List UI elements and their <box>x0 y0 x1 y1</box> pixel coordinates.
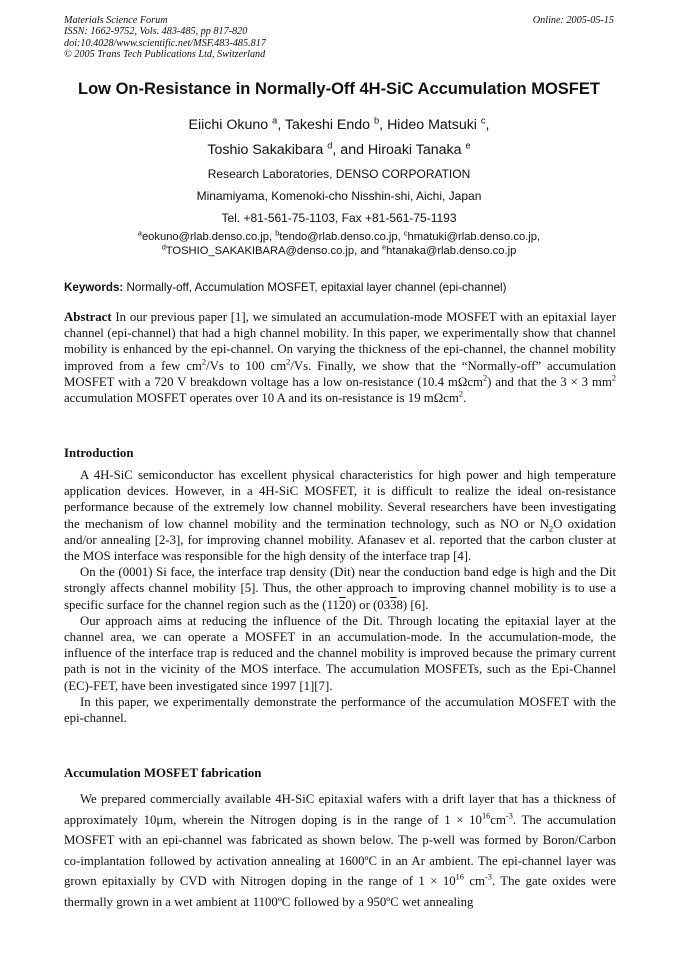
author-name: Takeshi Endo <box>284 117 371 133</box>
fabrication-heading: Accumulation MOSFET fabrication <box>64 766 262 780</box>
author-name: Eiichi Okuno <box>188 117 269 133</box>
fabrication-section <box>64 789 616 913</box>
email-link[interactable]: htanaka@rlab.denso.co.jp <box>386 245 517 257</box>
paragraph-text: cm <box>490 812 506 827</box>
overlined-index: 3 <box>390 597 397 612</box>
superscript: 2 <box>458 389 464 399</box>
paragraph-text: We prepared commercially available 4H-SiC epitaxial wafers with a drift layer that has a thickness of approximately 10μm, wherein the Nitrogen doping is in the range of 1 × 10 <box>64 792 616 827</box>
email-list <box>40 230 638 258</box>
paragraph-text: 0) or (03 <box>345 597 391 612</box>
superscript: 2 <box>483 373 488 383</box>
email-sup: c <box>403 228 408 238</box>
subscript: 2 <box>549 524 554 534</box>
journal-issn: ISSN: 1662-9752, Vols. 483-485, pp 817-820 <box>64 26 248 38</box>
email-sup: a <box>137 228 142 238</box>
abstract-label: Abstract <box>64 310 112 324</box>
paragraph <box>64 467 616 564</box>
abstract-text: . <box>463 391 467 406</box>
paragraph-text: A 4H-SiC semiconductor has excellent physical characteristics for high power and high temperature application devices. However, in a 4H-SiC MOSFET, it is difficult to realize the ideal on-resistance performance because of the extremely low channel mobility. Several researchers have been investigating the mechanism of low channel mobility and the termination technology, such as NO or N <box>64 468 616 531</box>
superscript: -3 <box>485 873 492 883</box>
paragraph-text: . The gate oxides were thermally grown in a wet ambient at 1100ºC followed by a 950ºC wet annealing <box>64 874 617 909</box>
keywords <box>64 281 616 294</box>
keywords-text: Normally-off, Accumulation MOSFET, epitaxial layer channel (epi-channel) <box>126 281 507 294</box>
paragraph <box>64 789 616 913</box>
abstract-text: /Vs to 100 cm <box>206 358 287 373</box>
introduction-heading: Introduction <box>64 446 134 460</box>
abstract-section <box>64 309 616 406</box>
email-sup: b <box>275 228 280 238</box>
abstract-text: /Vs. Finally, we show that the “Normally-off” accumulation MOSFET with a 720 V breakdown voltage has a low on-resistance (10.4 mΩcm <box>64 358 616 389</box>
author-sup: d <box>327 140 333 151</box>
abstract-text: accumulation MOSFET operates over 10 A and its on-resistance is 19 mΩcm <box>64 391 459 406</box>
abstract-text: ) and that the 3 × 3 mm <box>487 374 612 389</box>
superscript: -3 <box>505 811 513 821</box>
journal-copyright: © 2005 Trans Tech Publications Ltd, Switzerland <box>64 49 266 61</box>
paragraph: In this paper, we experimentally demonstrate the performance of the accumulation MOSFET with the epi-channel. <box>64 694 616 726</box>
paragraph <box>64 564 616 613</box>
journal-doi: doi:10.4028/www.scientific.net/MSF.483-485.817 <box>64 37 266 49</box>
superscript: 16 <box>481 811 491 821</box>
superscript: 2 <box>611 373 616 383</box>
journal-header <box>64 15 614 61</box>
journal-name: Materials Science Forum <box>64 15 168 26</box>
paragraph-text: 8) [6]. <box>396 597 429 612</box>
superscript: 16 <box>455 873 464 883</box>
affiliation-lab: Research Laboratories, DENSO CORPORATION <box>207 167 471 181</box>
email-link[interactable]: TOSHIO_SAKAKIBARA@denso.co.jp, and <box>165 245 379 257</box>
author-sup: c <box>480 115 486 126</box>
email-sup: e <box>382 242 387 252</box>
author-sup: a <box>272 115 278 126</box>
author-name: Hideo Matsuki <box>387 117 477 133</box>
author-sup: e <box>465 140 471 151</box>
author-line-2: Toshio Sakakibara $^d$, and Hiroaki Tanaka $^e$ <box>207 140 471 158</box>
paper-title: Low On-Resistance in Normally-Off 4H-SiC Accumulation MOSFET <box>78 80 600 98</box>
paragraph-text: On the (0001) Si face, the interface trap density (Dit) near the conduction band edge is high and the Dit strongly affects channel mobility [5]. Thus, the other approach to improving channel mobility is to use a specific surface for the channel region such as the (11 <box>64 565 616 612</box>
paragraph: Our approach aims at reducing the influence of the Dit. Through locating the epitaxial layer at the channel area, we can operate a MOSFET in an accumulation-mode. In the accumulation-mode, the influence of the interface trap is reduced and the channel mobility is improved because the primary current path is not in the vicinity of the MOS interface. The accumulation MOSFETs, such as the Epi-Channel (EC)-FET, have been investigated since 1997 [1][7]. <box>64 613 616 693</box>
online-date: Online: 2005-05-15 <box>532 15 614 26</box>
paragraph-text: O oxidation and/or annealing [2-3], for improving channel mobility. Afanasev et al. reported that the carbon cluster at the MOS interface was responsible for the high density of the interface trap [4]. <box>64 516 616 564</box>
introduction-section <box>64 467 616 726</box>
abstract-text: In our previous paper [1], we simulated an accumulation-mode MOSFET with an epitaxial layer channel (epi-channel) that had a high channel mobility. In this paper, we experimentally show that channel mobility is enhanced by the epi-channel. On varying the thickness of the epi-channel, the channel mobility improved from a few cm <box>64 310 616 373</box>
superscript: 2 <box>286 357 291 367</box>
author-name: Toshio Sakakibara <box>207 142 324 158</box>
overlined-index: 2 <box>338 597 346 612</box>
author-sup: b <box>374 115 380 126</box>
paragraph-text: . The accumulation MOSFET with an epi-channel was fabricated as shown below. The p-well was formed by Boron/Carbon co-implantation followed by activation annealing at 1600ºC in an Ar ambient. The epi-channel layer was grown epitaxially by CVD with Nitrogen doping in the range of 1 × 10 <box>64 812 617 889</box>
email-link[interactable]: hmatuki@rlab.denso.co.jp, <box>407 231 541 243</box>
email-link[interactable]: tendo@rlab.denso.co.jp, <box>279 231 401 243</box>
paragraph-text: cm <box>463 874 485 889</box>
email-sup: d <box>161 242 166 252</box>
author-name: Hiroaki Tanaka <box>367 142 462 158</box>
author-line-1: Eiichi Okuno $^a$, Takeshi Endo $^b$, Hideo Matsuki $^c$, <box>188 115 490 133</box>
email-link[interactable]: eokuno@rlab.denso.co.jp, <box>141 231 273 243</box>
keywords-label: Keywords: <box>64 281 124 294</box>
affiliation-phone: Tel. +81-561-75-1103, Fax +81-561-75-1193 <box>221 211 457 225</box>
superscript: 2 <box>201 357 207 367</box>
affiliation-address: Minamiyama, Komenoki-cho Nisshin-shi, Aichi, Japan <box>196 189 482 203</box>
